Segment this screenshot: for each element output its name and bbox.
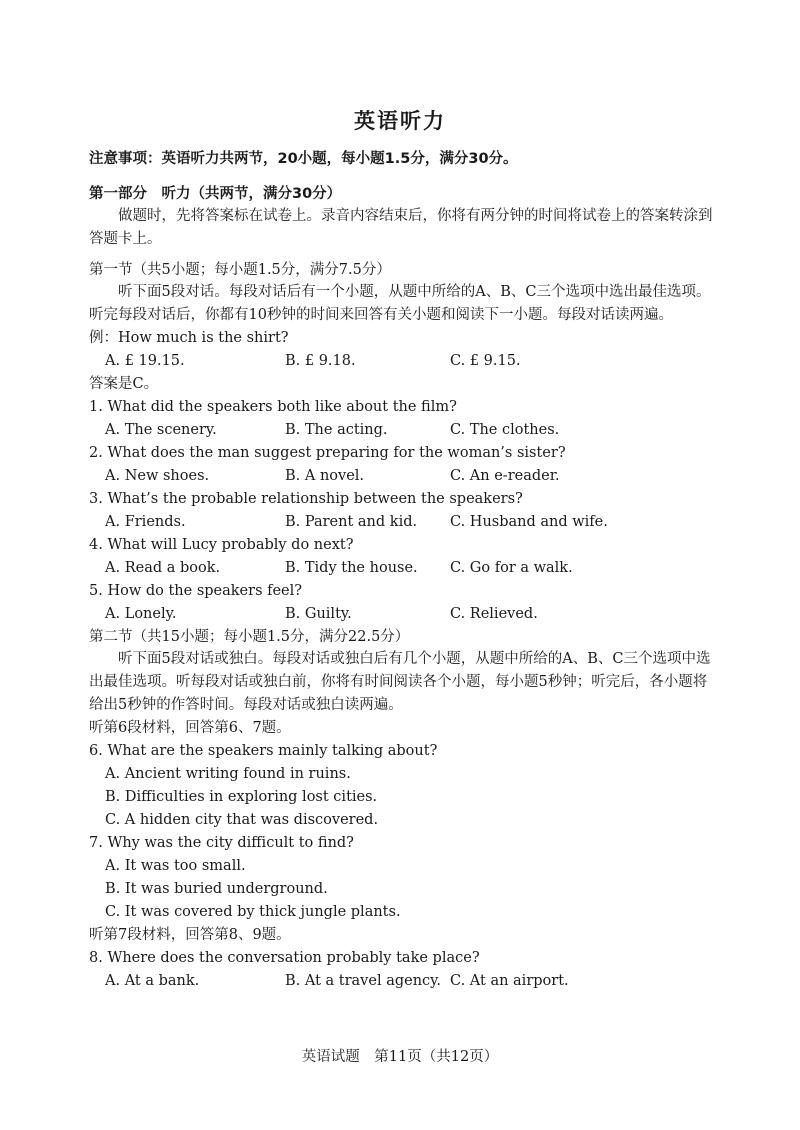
question-block bbox=[89, 442, 721, 488]
section1-heading: 第一节（共5小题；每小题1.5分，满分7.5分） bbox=[89, 262, 391, 278]
option-c: C. Relieved. bbox=[450, 606, 538, 622]
question-block bbox=[89, 947, 721, 993]
example-answer: 答案是C。 bbox=[89, 376, 159, 392]
example-option-a: A. £ 19.15. bbox=[105, 353, 185, 369]
question-options bbox=[89, 970, 721, 993]
question-options bbox=[89, 465, 721, 488]
option-c: C. Go for a walk. bbox=[450, 560, 573, 576]
page-title: 英语听力 bbox=[354, 109, 446, 133]
option-b: B. Guilty. bbox=[285, 606, 352, 622]
material-7-label: 听第7段材料，回答第8、9题。 bbox=[89, 927, 291, 943]
question-options bbox=[89, 603, 721, 626]
option-c: C. At an airport. bbox=[450, 973, 569, 989]
question-block bbox=[89, 832, 721, 924]
option-a: A. Friends. bbox=[105, 514, 186, 530]
option-c: C. It was covered by thick jungle plants. bbox=[105, 904, 401, 920]
question-block bbox=[89, 396, 721, 442]
question-options bbox=[89, 557, 721, 580]
option-a: A. The scenery. bbox=[105, 422, 217, 438]
option-c: C. A hidden city that was discovered. bbox=[105, 812, 379, 828]
content bbox=[89, 183, 721, 993]
question-text: 8. Where does the conversation probably take place? bbox=[89, 950, 480, 966]
question-block bbox=[89, 488, 721, 534]
part1-heading: 第一部分 听力（共两节，满分30分） bbox=[89, 186, 342, 202]
question-options bbox=[89, 419, 721, 442]
example-option-c: C. £ 9.15. bbox=[450, 353, 521, 369]
option-a: A. Ancient writing found in ruins. bbox=[105, 766, 351, 782]
option-a: A. Read a book. bbox=[105, 560, 221, 576]
option-b: B. Difficulties in exploring lost cities. bbox=[105, 789, 378, 805]
question-block bbox=[89, 580, 721, 626]
question-options bbox=[89, 511, 721, 534]
option-b: B. Tidy the house. bbox=[285, 560, 418, 576]
option-c: C. An e-reader. bbox=[450, 468, 560, 484]
section2-intro: 听下面5段对话或独白。每段对话或独白后有几个小题，从题中所给的A、B、C三个选项中选出最佳选项。听每段对话或独白前，你将有时间阅读各个小题，每小题5秒钟；听完后，各小题将给出5秒钟的作答时间。每段对话或独白读两遍。 bbox=[89, 651, 711, 713]
example-option-b: B. £ 9.18. bbox=[285, 353, 356, 369]
notice: 注意事项：英语听力共两节，20小题，每小题1.5分，满分30分。 bbox=[89, 151, 518, 167]
question-block bbox=[89, 740, 721, 832]
option-b: B. Parent and kid. bbox=[285, 514, 418, 530]
option-b: B. It was buried underground. bbox=[105, 881, 328, 897]
option-a: A. Lonely. bbox=[105, 606, 177, 622]
material-6-label: 听第6段材料，回答第6、7题。 bbox=[89, 720, 291, 736]
option-c: C. Husband and wife. bbox=[450, 514, 608, 530]
question-text: 5. How do the speakers feel? bbox=[89, 583, 303, 599]
question-text: 3. What’s the probable relationship between the speakers? bbox=[89, 491, 523, 507]
part1-intro: 做题时，先将答案标在试卷上。录音内容结束后，你将有两分钟的时间将试卷上的答案转涂到答题卡上。 bbox=[89, 208, 713, 247]
option-b: B. The acting. bbox=[285, 422, 388, 438]
question-text: 4. What will Lucy probably do next? bbox=[89, 537, 354, 553]
question-text: 2. What does the man suggest preparing for the woman’s sister? bbox=[89, 445, 566, 461]
question-text: 6. What are the speakers mainly talking about? bbox=[89, 743, 438, 759]
example-question: 例：How much is the shirt? bbox=[89, 330, 289, 346]
page-footer: 英语试题 第11页（共12页） bbox=[301, 1049, 499, 1065]
section1-intro: 听下面5段对话。每段对话后有一个小题，从题中所给的A、B、C三个选项中选出最佳选项。听完每段对话后，你都有10秒钟的时间来回答有关小题和阅读下一小题。每段对话读两遍。 bbox=[89, 284, 711, 323]
question-block bbox=[89, 534, 721, 580]
option-a: A. It was too small. bbox=[105, 858, 246, 874]
option-b: B. At a travel agency. bbox=[285, 973, 442, 989]
option-c: C. The clothes. bbox=[450, 422, 560, 438]
question-text: 7. Why was the city difficult to find? bbox=[89, 835, 354, 851]
question-text: 1. What did the speakers both like about the film? bbox=[89, 399, 457, 415]
option-a: A. New shoes. bbox=[105, 468, 210, 484]
option-b: B. A novel. bbox=[285, 468, 365, 484]
section2-heading: 第二节（共15小题；每小题1.5分，满分22.5分） bbox=[89, 629, 410, 645]
example-options bbox=[89, 350, 721, 373]
option-a: A. At a bank. bbox=[105, 973, 200, 989]
